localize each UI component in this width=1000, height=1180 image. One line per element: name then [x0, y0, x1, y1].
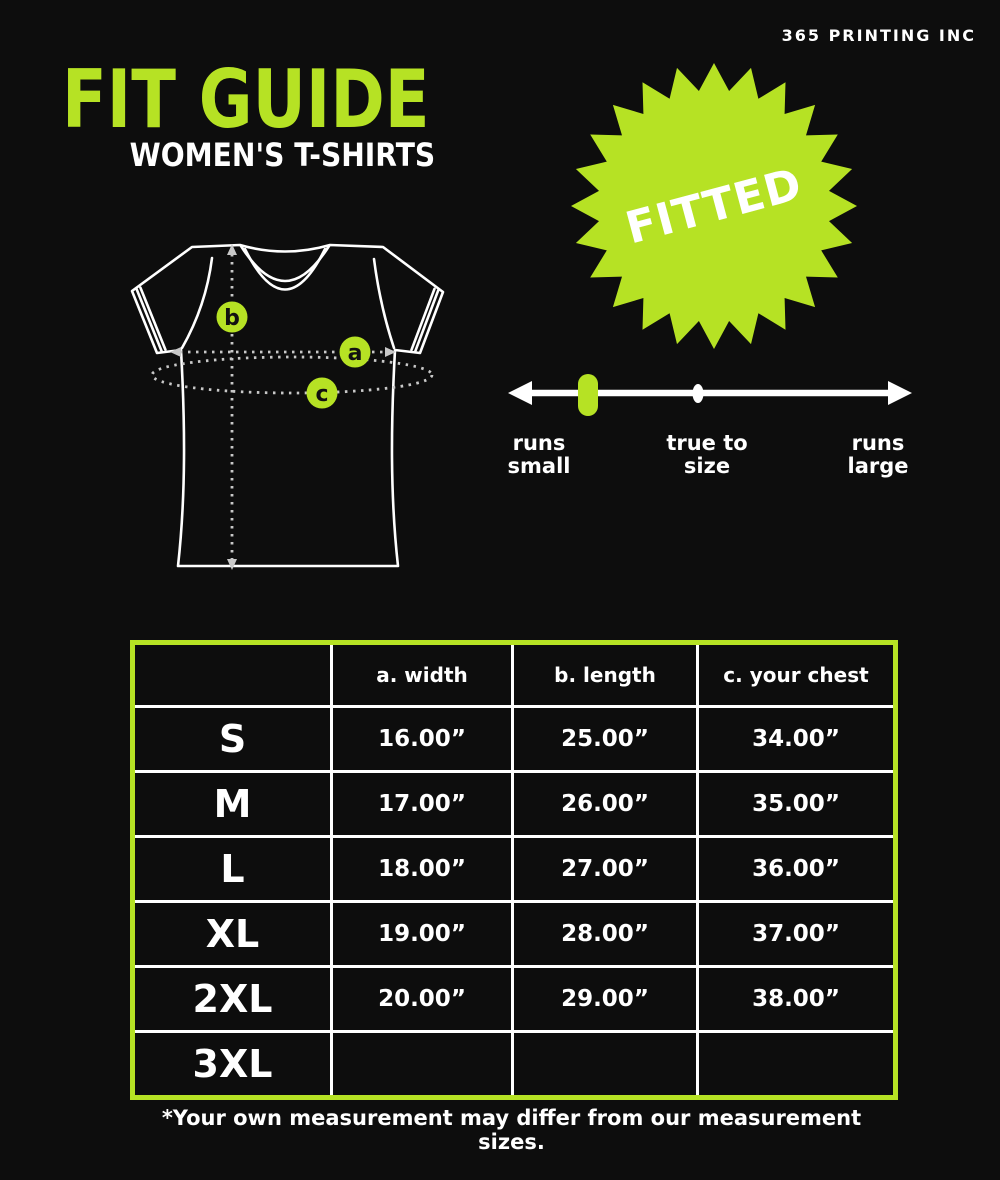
length-value: 27.00” — [513, 837, 698, 902]
scale-label-line: runs — [512, 431, 566, 455]
scale-label-line: small — [507, 454, 571, 479]
header-width: a. width — [332, 643, 513, 707]
chest-value: 38.00” — [698, 967, 896, 1032]
chest-value — [698, 1032, 896, 1098]
marker-b-label: b — [224, 306, 240, 331]
arrowhead-left-icon — [170, 347, 181, 357]
measurement-disclaimer: *Your own measurement may differ from our measurement sizes. — [161, 1106, 862, 1154]
width-value: 20.00” — [332, 967, 513, 1032]
table-row-2xl — [133, 967, 896, 1032]
table-row-l — [133, 837, 896, 902]
scale-arrowhead-right-icon — [888, 381, 912, 405]
page-subtitle: WOMEN'S T-SHIRTS — [129, 136, 435, 174]
table-row-3xl — [133, 1032, 896, 1098]
width-value: 19.00” — [332, 902, 513, 967]
scale-label-true-to-size — [666, 432, 747, 478]
measure-ellipse-chest — [152, 357, 432, 393]
marker-a-label: a — [347, 341, 363, 366]
brand-name: 365 PRINTING INC — [781, 26, 976, 45]
scale-label-line: true to — [666, 431, 748, 455]
scale-label-runs-small — [508, 432, 571, 478]
length-value: 28.00” — [513, 902, 698, 967]
scale-label-line: large — [847, 454, 909, 479]
fit-scale — [500, 358, 920, 428]
length-value: 26.00” — [513, 772, 698, 837]
size-label: S — [133, 707, 332, 772]
chest-value: 36.00” — [698, 837, 896, 902]
size-label: XL — [133, 902, 332, 967]
page-title: FIT GUIDE — [62, 53, 430, 146]
scale-label-runs-large — [847, 432, 908, 478]
scale-label-line: size — [683, 454, 731, 479]
cuff-stripe-right-1 — [415, 290, 438, 351]
size-label: L — [133, 837, 332, 902]
armhole-seam-left — [182, 258, 212, 348]
chest-value: 35.00” — [698, 772, 896, 837]
length-value: 29.00” — [513, 967, 698, 1032]
arrowhead-down-icon — [227, 559, 237, 570]
scale-arrowhead-left-icon — [508, 381, 532, 405]
header-empty-cell — [133, 643, 332, 707]
chest-value: 37.00” — [698, 902, 896, 967]
size-label: M — [133, 772, 332, 837]
width-value — [332, 1032, 513, 1098]
header-length: b. length — [513, 643, 698, 707]
length-value — [513, 1032, 698, 1098]
cuff-stripe-left-1 — [137, 289, 162, 351]
cuff-stripe-right-2 — [412, 289, 435, 350]
width-value: 18.00” — [332, 837, 513, 902]
size-label: 3XL — [133, 1032, 332, 1098]
table-row-xl — [133, 902, 896, 967]
scale-center-dot — [693, 384, 704, 403]
marker-c-label: c — [315, 382, 329, 407]
header-chest: c. your chest — [698, 643, 896, 707]
table-row-s — [133, 707, 896, 772]
scale-marker — [578, 374, 598, 416]
width-value: 16.00” — [332, 707, 513, 772]
table-header-row — [133, 643, 896, 707]
fitted-badge-label-wrap — [570, 62, 858, 350]
width-value: 17.00” — [332, 772, 513, 837]
table-row-m — [133, 772, 896, 837]
collar-inner-line — [245, 249, 325, 290]
scale-label-line: runs — [851, 431, 905, 455]
length-value: 25.00” — [513, 707, 698, 772]
size-table — [130, 640, 898, 1100]
chest-value: 34.00” — [698, 707, 896, 772]
fitted-badge-label: FITTED — [620, 158, 808, 254]
size-label: 2XL — [133, 967, 332, 1032]
tshirt-outline — [132, 245, 443, 566]
armhole-seam-right — [374, 259, 394, 348]
tshirt-diagram — [128, 232, 458, 588]
